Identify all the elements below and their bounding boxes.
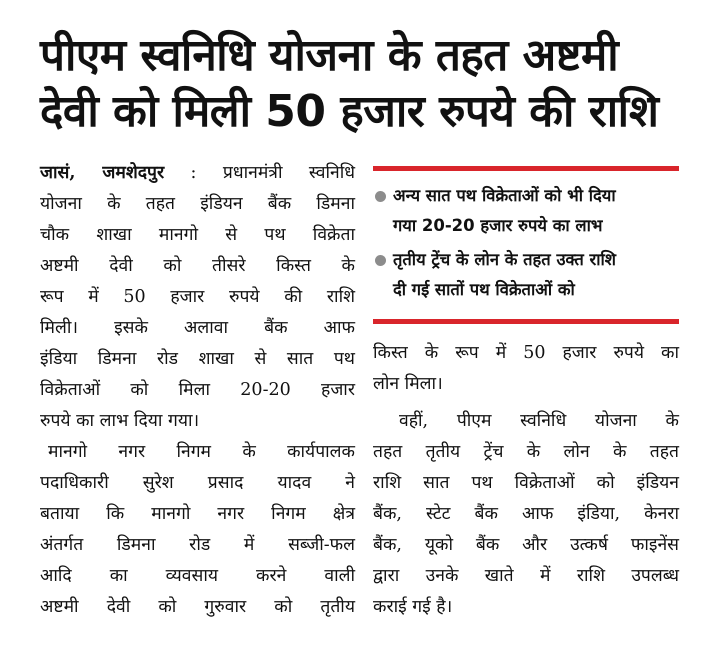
headline-line-1: पीएम स्वनिधि योजना के तहत अष्टमी	[40, 30, 619, 81]
highlight-line: दी गई सातों पथ विक्रेताओं को	[393, 280, 575, 299]
body-line: लोन मिला।	[373, 374, 443, 394]
highlight-line: गया 20-20 हजार रुपये का लाभ	[393, 216, 603, 235]
headline	[40, 28, 700, 140]
headline-line-2: देवी को मिली 50 हजार रुपये की राशि	[40, 86, 659, 137]
body-line: चौक शाखा मानगो से पथ विक्रेता	[40, 225, 355, 245]
bullet-icon	[375, 255, 386, 266]
body-line: बैंक, यूको बैंक और उत्कर्ष फाइनेंस	[373, 535, 679, 555]
dateline-separator: :	[164, 163, 223, 183]
body-line: पदाधिकारी सुरेश प्रसाद यादव ने	[40, 473, 355, 493]
body-line: आदि का व्यवसाय करने वाली	[40, 566, 355, 586]
body-line: कराई गई है।	[373, 597, 453, 617]
body-line: किस्त के रूप में 50 हजार रुपये का	[373, 343, 679, 363]
body-line: इंडिया डिमना रोड शाखा से सात पथ	[40, 349, 355, 369]
body-line: अंतर्गत डिमना रोड में सब्जी-फल	[40, 535, 355, 555]
body-line: मानगो नगर निगम के कार्यपालक	[48, 442, 355, 462]
body-line: अष्टमी देवी को तीसरे किस्त के	[40, 256, 355, 276]
body-line: रुपये का लाभ दिया गया।	[40, 411, 200, 431]
dateline: जासं, जमशेदपुर	[40, 163, 165, 183]
body-line: मिली। इसके अलावा बैंक आफ	[40, 318, 355, 338]
right-column-body	[373, 338, 679, 623]
highlights-box	[373, 171, 679, 319]
body-line: वहीं, पीएम स्वनिधि योजना के	[399, 411, 679, 431]
body-line: योजना के तहत इंडियन बैंक डिमना	[40, 194, 355, 214]
highlight-item	[373, 181, 679, 241]
right-column	[373, 158, 679, 623]
body-line: द्वारा उनके खाते में राशि उपलब्ध	[373, 566, 679, 586]
highlight-item	[373, 245, 679, 305]
body-line: रूप में 50 हजार रुपये की राशि	[40, 287, 355, 307]
highlight-line: अन्य सात पथ विक्रेताओं को भी दिया	[393, 186, 616, 205]
body-line: बैंक, स्टेट बैंक आफ इंडिया, केनरा	[373, 504, 679, 524]
body-line: अष्टमी देवी को गुरुवार को तृतीय	[40, 597, 355, 617]
body-line	[40, 158, 355, 189]
bullet-icon	[375, 191, 386, 202]
body-line: बताया कि मानगो नगर निगम क्षेत्र	[40, 504, 355, 524]
body-line: राशि सात पथ विक्रेताओं को इंडियन	[373, 473, 679, 493]
highlight-line: तृतीय ट्रेंच के लोन के तहत उक्त राशि	[393, 250, 616, 269]
body-line: विक्रेताओं को मिला 20-20 हजार	[40, 380, 355, 400]
body-text: प्रधानमंत्री स्वनिधि	[222, 163, 355, 183]
highlight-bottom-rule	[373, 319, 679, 324]
left-column	[40, 158, 355, 623]
body-line: तहत तृतीय ट्रेंच के लोन के तहत	[373, 442, 679, 462]
